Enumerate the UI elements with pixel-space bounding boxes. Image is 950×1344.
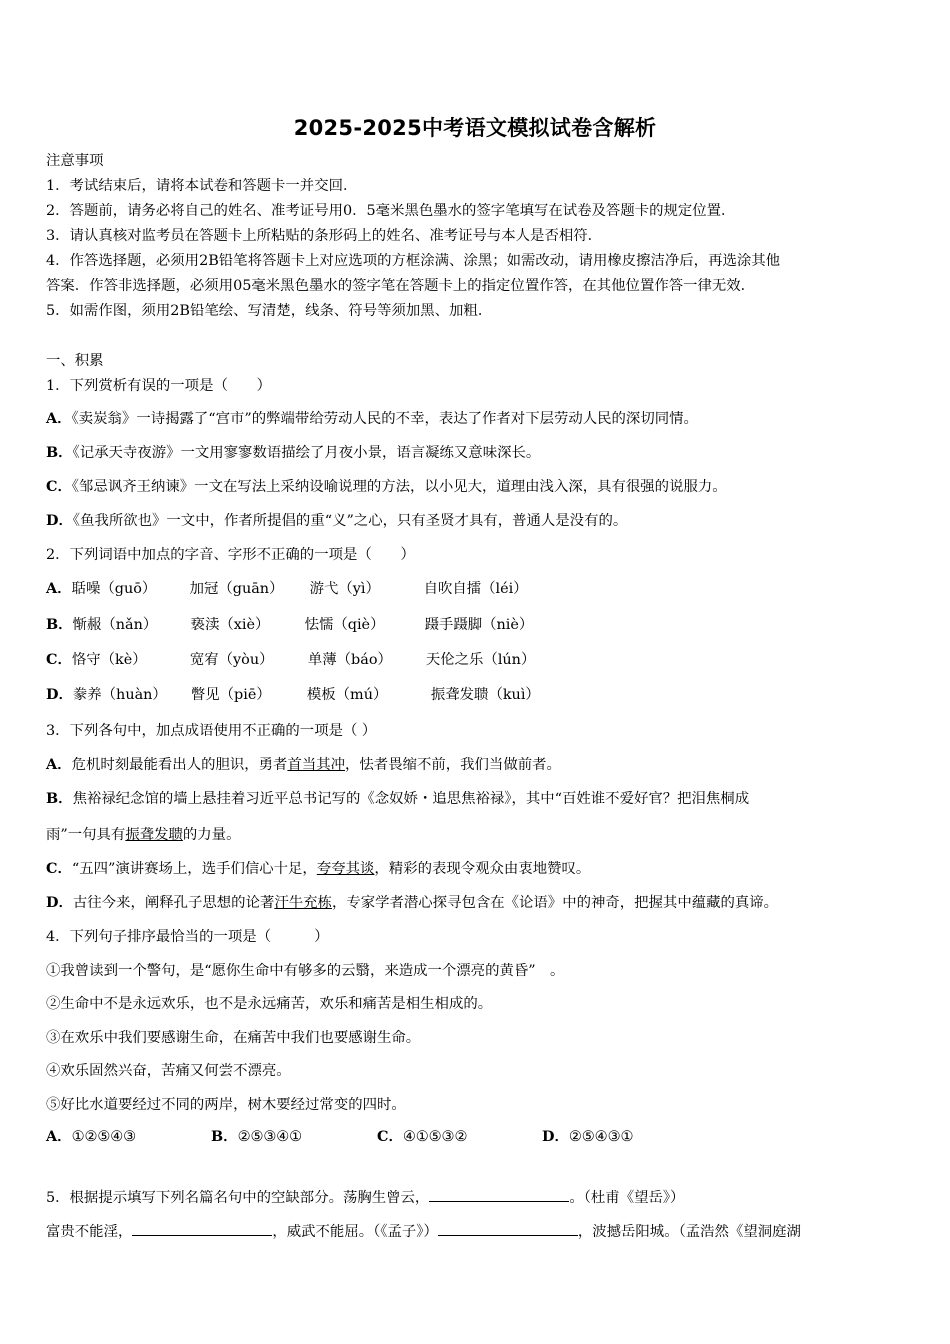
question-5-line-2 [46, 1221, 801, 1241]
sentence-item: ②生命中不是永远欢乐，也不是永远痛苦，欢乐和痛苦是相生相成的。 [46, 996, 493, 1012]
question-1-stem: 1．下列赏析有误的一项是（ ） [46, 378, 272, 394]
section-heading: 一、积累 [46, 353, 104, 369]
question-1-option-a [46, 410, 698, 428]
word-item: 聒噪（guō） [71, 581, 157, 597]
question-2-stem: 2．下列词语中加点的字音、字形不正确的一项是（ ） [46, 547, 415, 563]
question-2-option-d [46, 686, 540, 704]
option-text: ④①⑤③② [402, 1129, 468, 1145]
question-1-option-b [46, 444, 540, 462]
question-3-option-b [46, 790, 749, 808]
word-item: 游弋（yì） [309, 581, 380, 597]
dotted-idiom: 首当其冲 [287, 757, 346, 773]
option-label: D． [46, 686, 73, 703]
sentence-item: ③在欢乐中我们要感谢生命，在痛苦中我们也要感谢生命。 [46, 1030, 421, 1046]
option-label: D． [46, 894, 73, 911]
option-text: 《记承天寺夜游》一文用寥寥数语描绘了月夜小景，语言凝练又意味深长。 [72, 445, 541, 461]
option-text: 古往今来，阐释孔子思想的论著 [72, 895, 275, 911]
notice-item: 1．考试结束后，请将本试卷和答题卡一并交回． [46, 178, 358, 194]
word-item: 豢养（huàn） [72, 687, 167, 703]
question-5-text: 5．根据提示填写下列名篇名句中的空缺部分。荡胸生曾云， [46, 1190, 430, 1206]
page-title: 2025-2025中考语文模拟试卷含解析 [293, 116, 657, 140]
word-item: 自吹自擂（léi） [423, 581, 528, 597]
word-item: 恪守（kè） [71, 652, 147, 668]
dotted-idiom: 汗牛充栋 [274, 895, 332, 911]
word-item: 加冠（guān） [189, 581, 284, 597]
question-5-text: ，波撼岳阳城。（孟浩然《望洞庭湖 [577, 1224, 801, 1240]
question-4-stem: 4．下列句子排序最恰当的一项是（ ） [46, 929, 329, 945]
word-item: 蹑手蹑脚（niè） [424, 617, 534, 633]
option-text: 焦裕禄纪念馆的墙上悬挂着习近平总书记写的《念奴娇・追思焦裕禄》，其中“百姓谁不爱好官？把泪焦桐成 [72, 791, 750, 807]
question-5-text: 。（杜甫《望岳》） [569, 1190, 685, 1206]
sentence-item: ⑤好比水道要经过不同的两岸，树木要经过常变的四时。 [46, 1097, 406, 1113]
word-item: 模板（mú） [306, 687, 388, 703]
word-item: 惭赧（nǎn） [72, 617, 158, 633]
option-text: ①②⑤④③ [71, 1129, 137, 1145]
option-text: ②⑤③④① [237, 1129, 303, 1145]
word-item: 怯懦（qiè） [304, 617, 385, 633]
option-text: ，精彩的表现令观众由衷地赞叹。 [374, 861, 591, 877]
sentence-item: ④欢乐固然兴奋，苦痛又何尝不漂亮。 [46, 1063, 291, 1079]
option-text: “五四”演讲赛场上，选手们信心十足， [71, 861, 317, 877]
question-5-text: ，威武不能屈。（《孟子》） [272, 1224, 438, 1240]
notice-item: 答案．作答非选择题，必须用05毫米黑色墨水的签字笔在答题卡上的指定位置作答，在其他位置作答一律无效． [46, 278, 756, 294]
question-3-option-a [46, 756, 561, 774]
word-item: 振聋发聩（kuì） [430, 687, 540, 703]
dotted-idiom: 振聋发聩 [125, 827, 183, 843]
fill-blank[interactable] [429, 1187, 569, 1202]
dotted-idiom: 夸夸其谈 [316, 861, 375, 877]
question-1-option-c [46, 478, 727, 496]
word-item: 亵渎（xiè） [190, 617, 270, 633]
option-label: A． [46, 1128, 72, 1145]
question-4-option-a [46, 1128, 211, 1146]
option-text: 《卖炭翁》一诗揭露了“宫市”的弊端带给劳动人民的不幸，表达了作者对下层劳动人民的深切同情。 [71, 411, 698, 427]
question-3-option-d [46, 894, 778, 912]
option-label: C． [46, 651, 72, 668]
question-2-option-a [46, 580, 528, 598]
option-label: D． [46, 512, 73, 529]
question-3-stem: 3．下列各句中，加点成语使用不正确的一项是（ ） [46, 723, 377, 739]
question-4-options [46, 1128, 633, 1146]
question-1-option-d [46, 512, 627, 530]
notice-item: 5．如需作图，须用2B铅笔绘、写清楚，线条、符号等须加黑、加粗． [46, 303, 493, 319]
question-5-text: 富贵不能淫， [46, 1224, 133, 1240]
option-text: ，怯者畏缩不前，我们当做前者。 [345, 757, 561, 773]
option-label: C． [46, 860, 72, 877]
option-label: B． [46, 444, 73, 461]
question-2-option-b [46, 616, 533, 634]
question-4-option-c [377, 1128, 542, 1146]
notice-heading: 注意事项 [46, 153, 104, 169]
question-2-option-c [46, 651, 535, 669]
option-label: A． [46, 410, 72, 427]
option-label: B． [211, 1128, 238, 1145]
option-text: 雨”一句具有 [46, 827, 126, 843]
option-label: C． [46, 478, 72, 495]
notice-item: 4．作答选择题，必须用2B铅笔将答题卡上对应选项的方框涂满、涂黑；如需改动，请用橡皮擦洁净后，再选涂其他 [46, 253, 781, 269]
word-item: 宽宥（yòu） [189, 652, 274, 668]
option-label: D． [542, 1128, 569, 1145]
word-item: 瞥见（piē） [190, 687, 271, 703]
question-3-option-c [46, 860, 590, 878]
fill-blank[interactable] [132, 1221, 272, 1236]
option-label: B． [46, 616, 73, 633]
option-label: A． [46, 580, 72, 597]
option-label: A． [46, 756, 72, 773]
option-text: ，专家学者潜心探寻包含在《论语》中的神奇，把握其中蕴藏的真谛。 [331, 895, 779, 911]
option-label: B． [46, 790, 73, 807]
fill-blank[interactable] [438, 1221, 578, 1236]
notice-item: 3．请认真核对监考员在答题卡上所粘贴的条形码上的姓名、准考证号与本人是否相符． [46, 228, 603, 244]
option-text: ②⑤④③① [568, 1129, 634, 1145]
question-4-option-b [211, 1128, 377, 1146]
option-text: 的力量。 [182, 827, 241, 843]
option-label: C． [377, 1128, 403, 1145]
question-4-option-d [542, 1128, 633, 1146]
question-5-line-1 [46, 1187, 684, 1207]
word-item: 天伦之乐（lún） [425, 652, 536, 668]
question-3-option-b-cont [46, 826, 240, 844]
sentence-item: ①我曾读到一个警句，是“愿你生命中有够多的云翳，来造成一个漂亮的黄昏” 。 [46, 963, 565, 979]
option-text: 《邹忌讽齐王纳谏》一文在写法上采纳设喻说理的方法，以小见大，道理由浅入深，具有很强的说服力。 [71, 479, 727, 495]
notice-item: 2．答题前，请务必将自己的姓名、准考证号用0．5毫米黑色墨水的签字笔填写在试卷及答题卡的规定位置． [46, 203, 736, 219]
option-text: 危机时刻最能看出人的胆识，勇者 [71, 757, 288, 773]
option-text: 《鱼我所欲也》一文中，作者所提倡的重“义”之心，只有圣贤才具有，普通人是没有的。 [72, 513, 628, 529]
word-item: 单薄（báo） [307, 652, 392, 668]
